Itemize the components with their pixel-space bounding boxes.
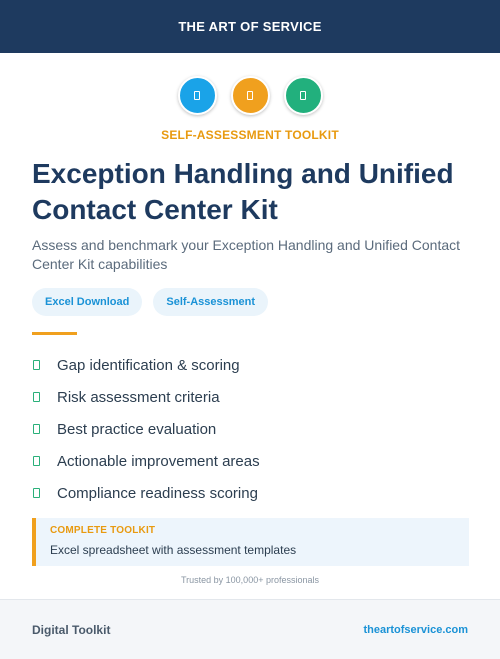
feature-text: Compliance readiness scoring <box>57 484 258 502</box>
check-icon <box>33 424 40 434</box>
feature-text: Actionable improvement areas <box>57 452 260 470</box>
feature-item <box>32 349 472 381</box>
document-icon <box>178 76 217 115</box>
footer-label: Digital Toolkit <box>32 622 111 637</box>
feature-list <box>32 349 472 509</box>
callout-label: COMPLETE TOOLKIT <box>50 525 156 536</box>
website-link[interactable]: theartofservice.com <box>363 623 468 636</box>
feature-text: Best practice evaluation <box>57 420 217 438</box>
page-title: Exception Handling and Unified Contact Center Kit <box>32 158 454 225</box>
feature-text: Gap identification & scoring <box>57 356 240 374</box>
feature-item <box>32 381 472 413</box>
tag-list <box>32 288 268 316</box>
brand-name: THE ART OF SERVICE <box>178 19 322 34</box>
accent-divider <box>32 332 77 335</box>
check-icon <box>33 360 40 370</box>
page-subtitle: Assess and benchmark your Exception Handling and Unified Contact Center Kit capabilities <box>32 237 461 272</box>
tag-self-assessment: Self-Assessment <box>153 288 268 316</box>
icon-row <box>0 76 500 115</box>
tag-excel-download: Excel Download <box>32 288 142 316</box>
feature-item <box>32 445 472 477</box>
feature-item <box>32 477 472 509</box>
feature-text: Risk assessment criteria <box>57 388 220 406</box>
eyebrow-label: SELF-ASSESSMENT TOOLKIT <box>161 128 339 142</box>
clipboard-icon <box>231 76 270 115</box>
check-icon <box>33 392 40 402</box>
feature-item <box>32 413 472 445</box>
footer <box>0 599 500 659</box>
callout-description: Excel spreadsheet with assessment templates <box>50 543 297 557</box>
top-banner <box>0 0 500 53</box>
toolkit-callout <box>32 518 469 566</box>
trust-line: Trusted by 100,000+ professionals <box>180 575 319 585</box>
check-icon <box>33 456 40 466</box>
checklist-icon <box>284 76 323 115</box>
check-icon <box>33 488 40 498</box>
